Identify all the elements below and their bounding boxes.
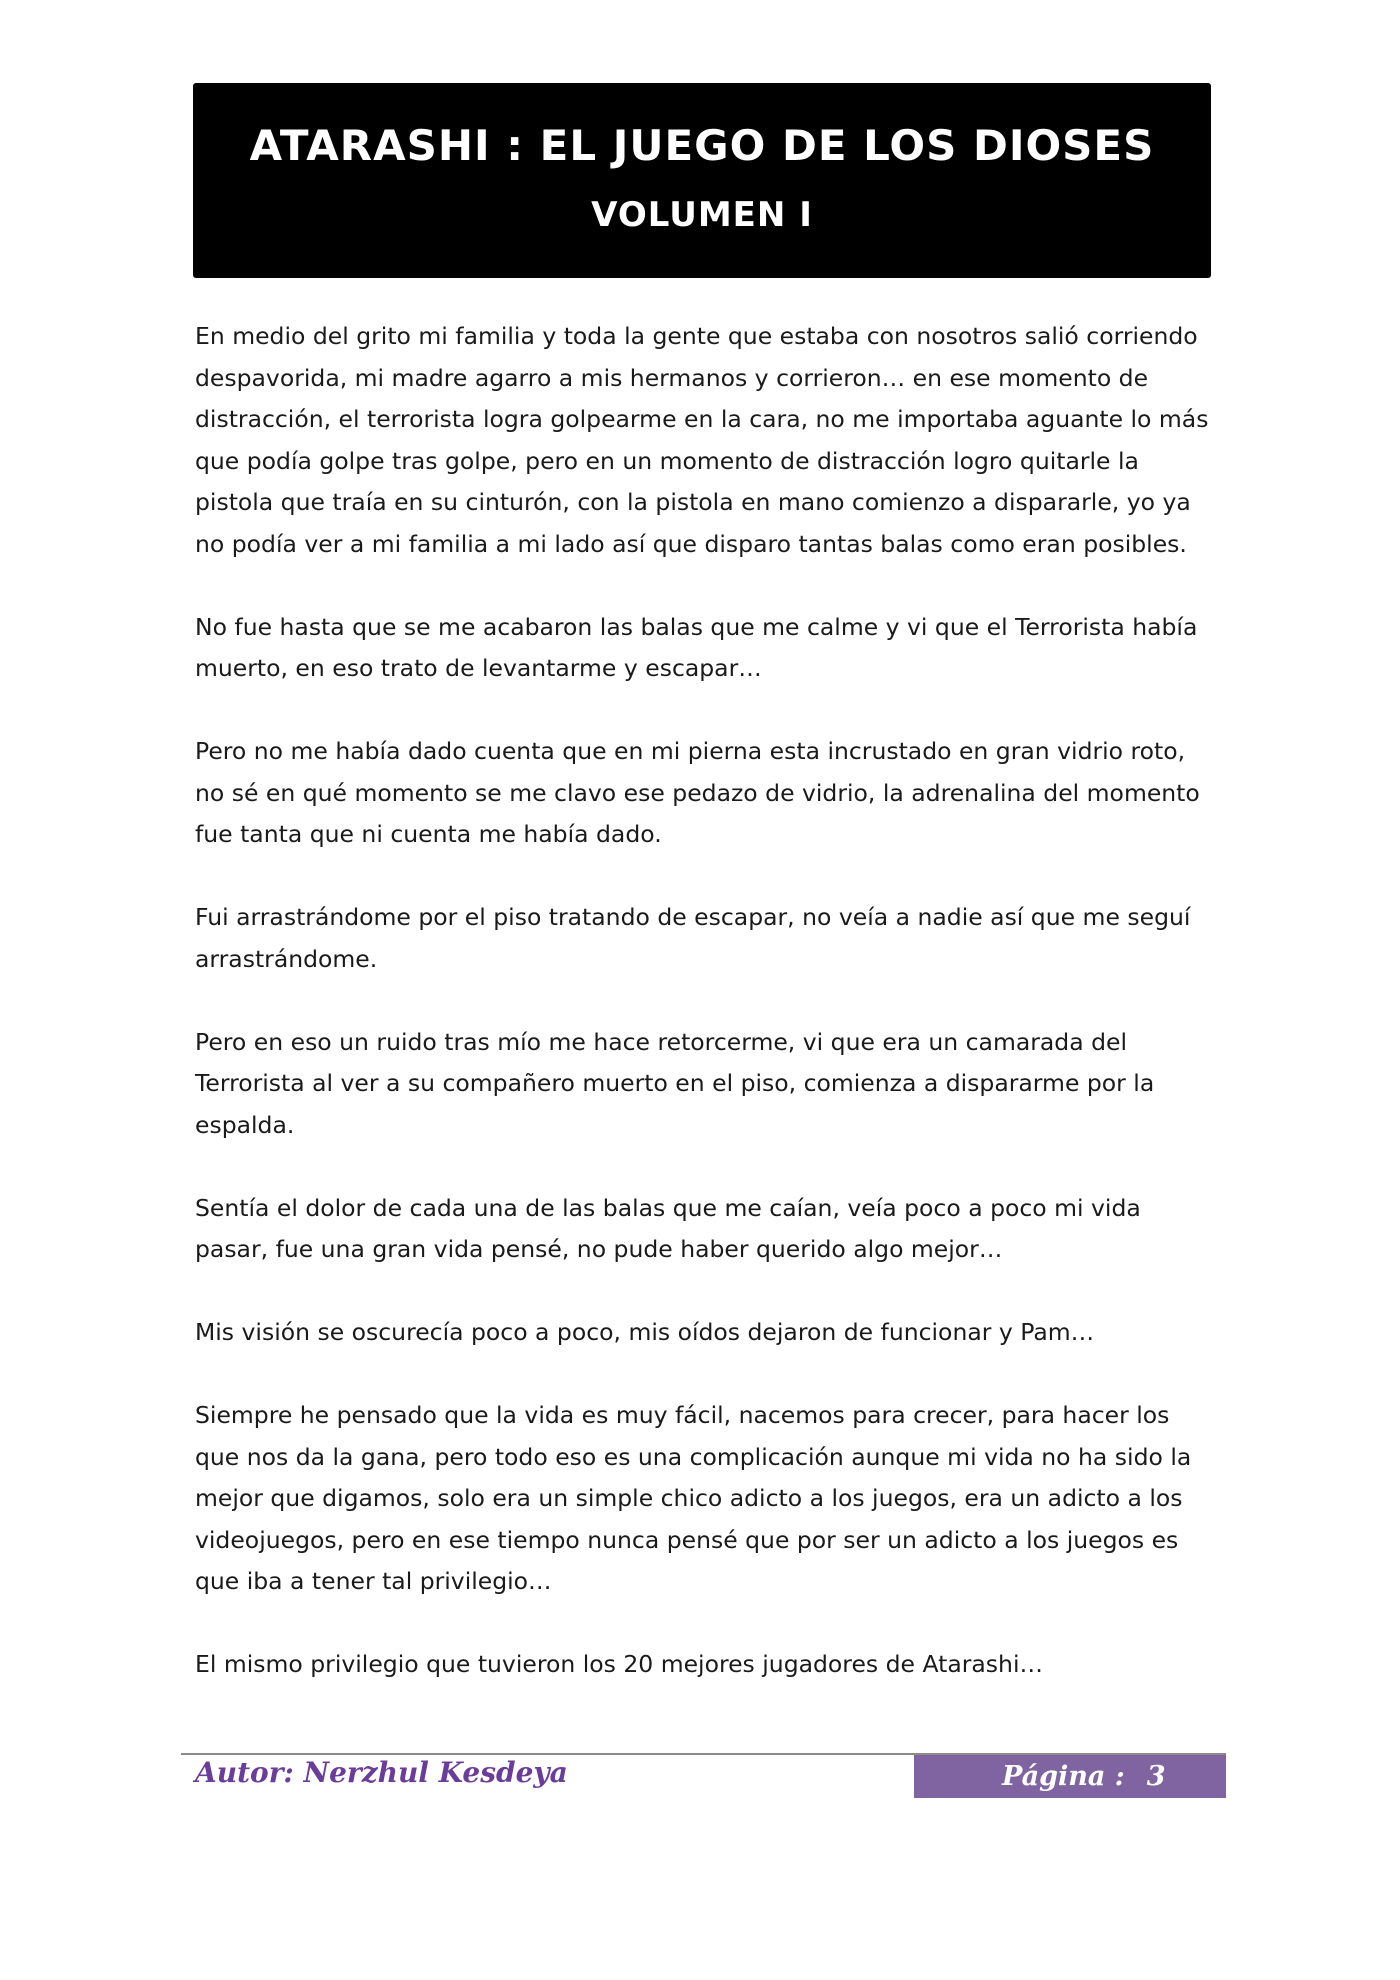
volume-subtitle: VOLUMEN I [591,195,813,235]
paragraph: Sentía el dolor de cada una de las balas que me caían, veía poco a poco mi vida pasar, fue una gran vida pensé, no pude haber querido algo mejor… [195,1193,1141,1263]
page-number: 3 [1146,1761,1166,1792]
book-title: ATARASHI : EL JUEGO DE LOS DIOSES [249,121,1155,170]
paragraph: En medio del grito mi familia y toda la gente que estaba con nosotros salió corriendo despavorida, mi madre agarro a mis hermanos y corrieron… en ese momento de distracción, el terrorista logra golpearme en la cara, no me importaba aguante lo más que podía golpe tras golpe, pero en un momento de distracción logro quitarle la pistola que traía en su cinturón, con la pistola en mano comienzo a dispararle, yo ya no podía ver a mi familia a mi lado así que disparo tantas balas como eran posibles. [195,322,1209,558]
paragraph: Siempre he pensado que la vida es muy fácil, nacemos para crecer, para hacer los que nos da la gana, pero todo eso es una complicación aunque mi vida no ha sido la mejor que digamos, solo era un simple chico adicto a los juegos, era un adicto a los videojuegos, pero en ese tiempo nunca pensé que por ser un adicto a los juegos es que iba a tener tal privilegio… [195,1401,1192,1595]
paragraph: Mis visión se oscurecía poco a poco, mis oídos dejaron de funcionar y Pam… [195,1318,1095,1346]
paragraph: Pero en eso un ruido tras mío me hace retorcerme, vi que era un camarada del Terrorista al ver a su compañero muerto en el piso, comienza a dispararme por la espalda. [195,1027,1155,1139]
footer-page-box [914,1755,1226,1798]
paragraph: Pero no me había dado cuenta que en mi pierna esta incrustado en gran vidrio roto, no sé en qué momento se me clavo ese pedazo de vidrio, la adrenalina del momento fue tanta que ni cuenta me había dado. [195,737,1200,848]
paragraph: El mismo privilegio que tuvieron los 20 mejores jugadores de Atarashi… [195,1650,1043,1678]
footer-author: Autor: Nerzhul Kesdeya [195,1756,568,1789]
paragraph: Fui arrastrándome por el piso tratando de escapar, no veía a nadie así que me seguí arrastrándome. [195,903,1191,973]
title-banner [193,83,1211,278]
body-text [195,316,1213,1727]
page-label: Página : [1002,1761,1125,1792]
paragraph: No fue hasta que se me acabaron las balas que me calme y vi que el Terrorista había muerto, en eso trato de levantarme y escapar… [195,612,1198,682]
